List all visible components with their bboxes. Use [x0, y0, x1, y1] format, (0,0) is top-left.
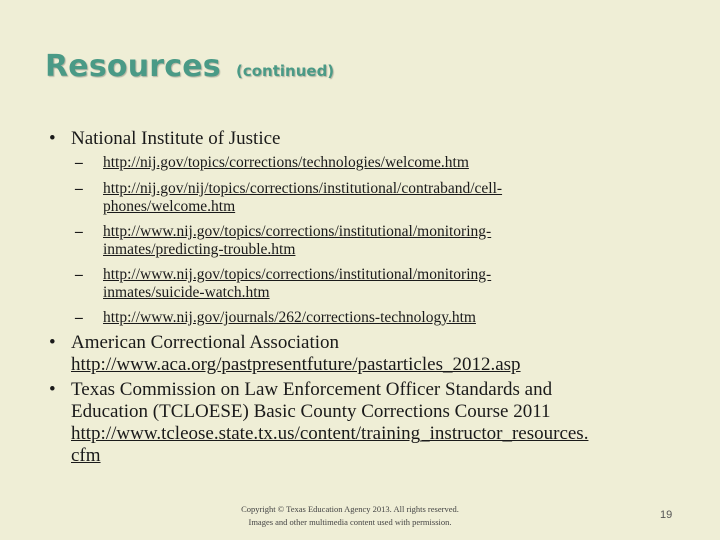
resource-link[interactable]: http://www.aca.org/pastpresentfuture/pastarticles_2012.asp [71, 354, 521, 375]
bullet-marker: • [49, 332, 56, 353]
link-line: http://nij.gov/nij/topics/corrections/institutional/contraband/cell- [103, 180, 503, 197]
link-line: http://www.tcleose.state.tx.us/content/training_instructor_resources. [71, 423, 589, 444]
bullet-text: National Institute of Justice [71, 128, 281, 149]
resource-link[interactable] [103, 154, 623, 172]
dash-marker: – [75, 223, 83, 240]
dash-marker: – [75, 180, 83, 197]
link-line: inmates/predicting-trouble.htm [103, 241, 296, 258]
title-subtitle: (continued) [236, 62, 335, 80]
bullet-body [71, 332, 681, 376]
resource-link[interactable] [71, 423, 681, 467]
page-number: 19 [660, 509, 673, 521]
link-line: http://nij.gov/topics/corrections/technologies/welcome.htm [103, 154, 469, 171]
bullet-body [71, 379, 681, 467]
link-line: cfm [71, 445, 101, 466]
bullet-marker: • [49, 379, 56, 400]
title-main: Resources [45, 49, 221, 84]
link-line: phones/welcome.htm [103, 198, 236, 215]
bullet-text: Texas Commission on Law Enforcement Officer Standards and [71, 379, 553, 400]
resource-link[interactable] [103, 180, 623, 216]
resource-link[interactable] [103, 266, 623, 302]
bullet-text: Education (TCLOESE) Basic County Corrections Course 2011 [71, 401, 551, 422]
footer-line: Images and other multimedia content used with permission. [248, 517, 452, 527]
footer-line: Copyright © Texas Education Agency 2013. All rights reserved. [241, 504, 459, 514]
resource-link[interactable] [103, 223, 623, 259]
copyright-footer [205, 503, 495, 529]
dash-marker: – [75, 309, 83, 326]
resource-link[interactable] [103, 309, 623, 327]
link-line: inmates/suicide-watch.htm [103, 284, 270, 301]
link-line: http://www.nij.gov/topics/corrections/institutional/monitoring- [103, 223, 492, 240]
link-line: http://www.nij.gov/topics/corrections/institutional/monitoring- [103, 266, 492, 283]
link-line: http://www.nij.gov/journals/262/corrections-technology.htm [103, 309, 476, 326]
slide-title [45, 46, 334, 84]
bullet-marker: • [49, 128, 56, 149]
dash-marker: – [75, 154, 83, 171]
dash-marker: – [75, 266, 83, 283]
bullet-text: American Correctional Association [71, 332, 340, 353]
